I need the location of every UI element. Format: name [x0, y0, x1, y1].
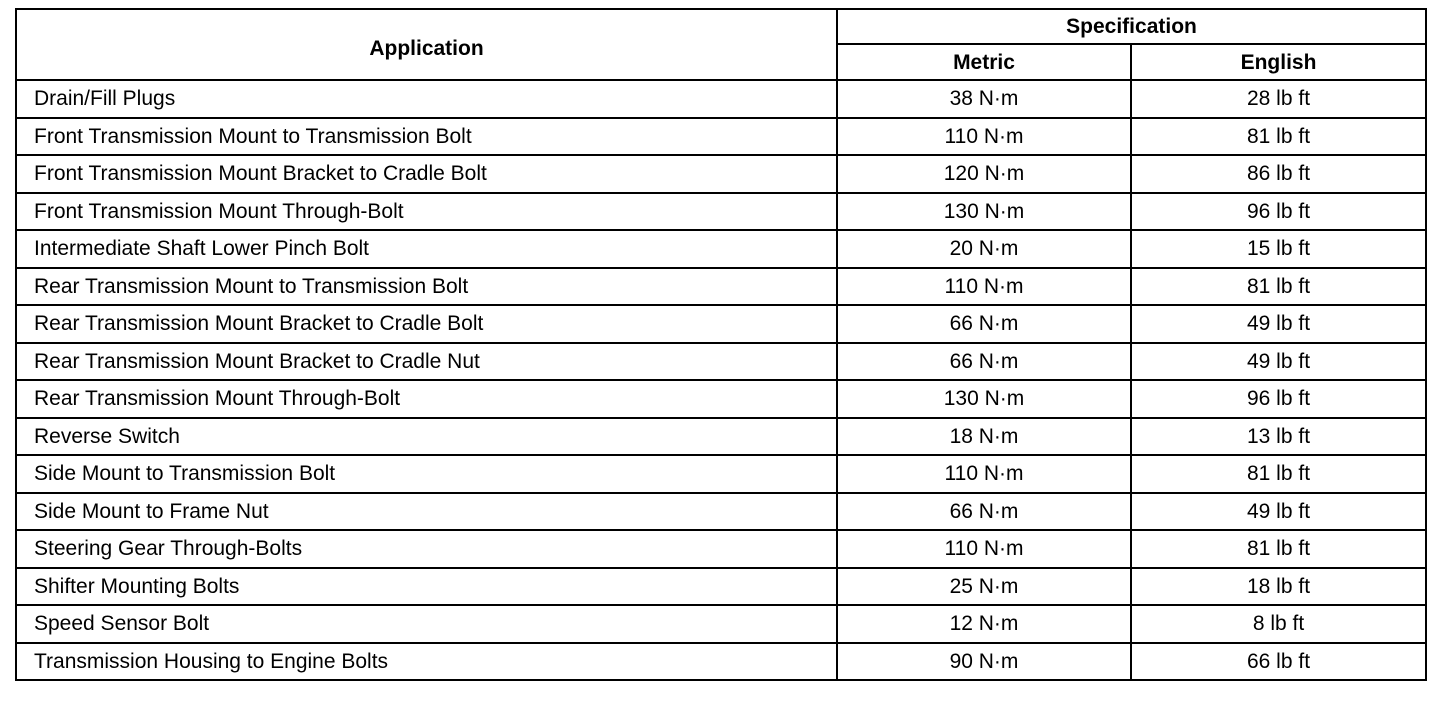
metric-value-cell: 110 N·m: [837, 530, 1131, 568]
metric-value-cell: 38 N·m: [837, 80, 1131, 118]
english-value-cell: 49 lb ft: [1131, 305, 1426, 343]
metric-value-cell: 110 N·m: [837, 268, 1131, 306]
table-row: [16, 605, 1426, 643]
metric-value-cell: 12 N·m: [837, 605, 1131, 643]
english-value-cell: 8 lb ft: [1131, 605, 1426, 643]
table-row: [16, 230, 1426, 268]
english-value-cell: 49 lb ft: [1131, 343, 1426, 381]
english-column-header: English: [1131, 44, 1426, 80]
metric-column-header: Metric: [837, 44, 1131, 80]
metric-value-cell: 20 N·m: [837, 230, 1131, 268]
table-row: [16, 305, 1426, 343]
table-header: [16, 9, 1426, 80]
english-value-cell: 66 lb ft: [1131, 643, 1426, 681]
specification-group-header: Specification: [837, 9, 1426, 44]
table-row: [16, 643, 1426, 681]
english-value-cell: 18 lb ft: [1131, 568, 1426, 606]
english-value-cell: 81 lb ft: [1131, 530, 1426, 568]
application-column-header: Application: [16, 9, 837, 80]
application-cell: Rear Transmission Mount to Transmission Bolt: [16, 268, 837, 306]
english-value-cell: 81 lb ft: [1131, 455, 1426, 493]
metric-value-cell: 130 N·m: [837, 380, 1131, 418]
header-row-top: [16, 9, 1426, 44]
english-value-cell: 15 lb ft: [1131, 230, 1426, 268]
metric-value-cell: 66 N·m: [837, 493, 1131, 531]
table-row: [16, 568, 1426, 606]
application-cell: Front Transmission Mount Through-Bolt: [16, 193, 837, 231]
application-cell: Intermediate Shaft Lower Pinch Bolt: [16, 230, 837, 268]
metric-value-cell: 25 N·m: [837, 568, 1131, 606]
table-row: [16, 80, 1426, 118]
metric-value-cell: 90 N·m: [837, 643, 1131, 681]
metric-value-cell: 130 N·m: [837, 193, 1131, 231]
table-row: [16, 530, 1426, 568]
torque-specification-table: [15, 8, 1427, 681]
table-row: [16, 380, 1426, 418]
table-body: [16, 80, 1426, 680]
application-cell: Rear Transmission Mount Bracket to Cradle Bolt: [16, 305, 837, 343]
english-value-cell: 13 lb ft: [1131, 418, 1426, 456]
application-cell: Rear Transmission Mount Bracket to Cradle Nut: [16, 343, 837, 381]
application-cell: Drain/Fill Plugs: [16, 80, 837, 118]
english-value-cell: 96 lb ft: [1131, 380, 1426, 418]
application-cell: Front Transmission Mount to Transmission Bolt: [16, 118, 837, 156]
metric-value-cell: 120 N·m: [837, 155, 1131, 193]
application-cell: Side Mount to Frame Nut: [16, 493, 837, 531]
table-row: [16, 493, 1426, 531]
metric-value-cell: 110 N·m: [837, 455, 1131, 493]
table-row: [16, 268, 1426, 306]
table-row: [16, 418, 1426, 456]
application-cell: Front Transmission Mount Bracket to Cradle Bolt: [16, 155, 837, 193]
application-cell: Reverse Switch: [16, 418, 837, 456]
english-value-cell: 81 lb ft: [1131, 118, 1426, 156]
application-cell: Side Mount to Transmission Bolt: [16, 455, 837, 493]
metric-value-cell: 18 N·m: [837, 418, 1131, 456]
application-cell: Rear Transmission Mount Through-Bolt: [16, 380, 837, 418]
metric-value-cell: 110 N·m: [837, 118, 1131, 156]
english-value-cell: 86 lb ft: [1131, 155, 1426, 193]
table-row: [16, 118, 1426, 156]
application-cell: Steering Gear Through-Bolts: [16, 530, 837, 568]
table-row: [16, 343, 1426, 381]
application-cell: Speed Sensor Bolt: [16, 605, 837, 643]
english-value-cell: 96 lb ft: [1131, 193, 1426, 231]
table-row: [16, 155, 1426, 193]
metric-value-cell: 66 N·m: [837, 343, 1131, 381]
metric-value-cell: 66 N·m: [837, 305, 1131, 343]
application-cell: Shifter Mounting Bolts: [16, 568, 837, 606]
english-value-cell: 81 lb ft: [1131, 268, 1426, 306]
english-value-cell: 28 lb ft: [1131, 80, 1426, 118]
table-row: [16, 193, 1426, 231]
table-row: [16, 455, 1426, 493]
english-value-cell: 49 lb ft: [1131, 493, 1426, 531]
application-cell: Transmission Housing to Engine Bolts: [16, 643, 837, 681]
